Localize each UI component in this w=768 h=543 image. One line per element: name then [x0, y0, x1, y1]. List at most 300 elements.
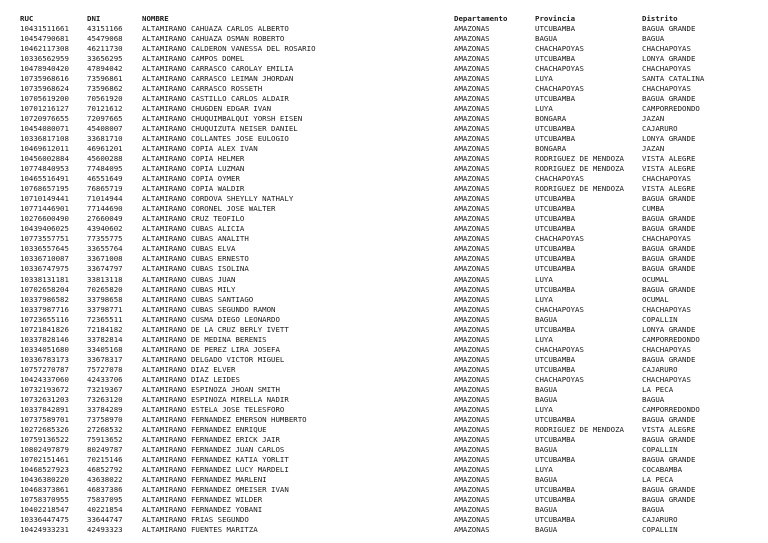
cell-distrito: VISTA ALEGRE: [642, 184, 696, 194]
cell-nombre: ALTAMIRANO CARRASCO CAROLAY EMILIA: [142, 64, 294, 74]
cell-dni: 46961201: [87, 144, 123, 154]
cell-distrito: BAGUA GRANDE: [642, 284, 696, 294]
cell-departamento: AMAZONAS: [454, 24, 490, 33]
cell-distrito: BAGUA GRANDE: [642, 264, 696, 274]
cell-departamento: AMAZONAS: [454, 284, 490, 294]
table-row: [0, 84, 768, 94]
cell-departamento: AMAZONAS: [454, 414, 490, 424]
cell-nombre: ALTAMIRANO CARRASCO ROSSETH: [142, 84, 263, 94]
cell-ruc: 10462117308: [20, 44, 69, 54]
table-row: [0, 254, 768, 264]
cell-dni: 40221854: [87, 504, 123, 514]
cell-dni: 72365511: [87, 314, 123, 324]
table-row: [0, 44, 768, 54]
cell-ruc: 10759136522: [20, 434, 69, 444]
cell-nombre: ALTAMIRANO FUENTES MARITZA: [142, 525, 258, 534]
cell-ruc: 10735968624: [20, 84, 69, 94]
cell-nombre: ALTAMIRANO FERNANDEZ KATIA YORLIT: [142, 454, 289, 464]
cell-dni: 73758970: [87, 414, 123, 424]
cell-dni: 75837095: [87, 494, 123, 504]
cell-departamento: AMAZONAS: [454, 494, 490, 504]
cell-provincia: BONGARA: [535, 144, 567, 154]
cell-nombre: ALTAMIRANO CARRASCO LEIMAN JHORDAN: [142, 74, 294, 84]
table-row: [0, 275, 768, 285]
cell-provincia: UTCUBAMBA: [535, 284, 576, 294]
cell-provincia: LUYA: [535, 104, 553, 114]
cell-distrito: OCUMAL: [642, 274, 669, 284]
cell-provincia: CHACHAPOYAS: [535, 374, 584, 384]
cell-dni: 45600288: [87, 154, 123, 164]
cell-provincia: LUYA: [535, 74, 553, 84]
cell-provincia: UTCUBAMBA: [535, 264, 576, 274]
cell-ruc: 10773557751: [20, 234, 69, 244]
cell-departamento: AMAZONAS: [454, 454, 490, 464]
cell-provincia: RODRIGUEZ DE MENDOZA: [535, 184, 624, 194]
cell-provincia: UTCUBAMBA: [535, 214, 576, 224]
cell-ruc: 10272685326: [20, 424, 69, 434]
cell-dni: 73219367: [87, 384, 123, 394]
header-distrito: Distrito: [642, 14, 678, 23]
cell-distrito: BAGUA: [642, 34, 665, 44]
cell-distrito: CAJARURO: [642, 364, 678, 374]
cell-ruc: 10469612011: [20, 144, 69, 154]
cell-provincia: CHACHAPOYAS: [535, 234, 584, 244]
cell-nombre: ALTAMIRANO COPIA LUZMAN: [142, 164, 245, 174]
cell-nombre: ALTAMIRANO CAHUAZA CARLOS ALBERTO: [142, 24, 289, 33]
table-row: [0, 385, 768, 395]
cell-ruc: 10701216127: [20, 104, 69, 114]
cell-nombre: ALTAMIRANO FERNANDEZ JUAN CARLOS: [142, 444, 285, 454]
cell-distrito: LA PECA: [642, 384, 674, 394]
cell-dni: 45408007: [87, 124, 123, 134]
table-row: [0, 515, 768, 525]
table-row: [0, 395, 768, 405]
cell-provincia: LUYA: [535, 464, 553, 474]
cell-departamento: AMAZONAS: [454, 264, 490, 274]
cell-ruc: 10336557645: [20, 244, 69, 254]
cell-nombre: ALTAMIRANO CUBAS MILY: [142, 284, 236, 294]
cell-dni: 33405168: [87, 344, 123, 354]
table-row: [0, 445, 768, 455]
cell-distrito: COPALLIN: [642, 525, 678, 534]
cell-distrito: CAMPORREDONDO: [642, 404, 700, 414]
cell-provincia: UTCUBAMBA: [535, 134, 576, 144]
cell-distrito: LONYA GRANDE: [642, 134, 696, 144]
cell-distrito: BAGUA GRANDE: [642, 94, 696, 104]
cell-nombre: ALTAMIRANO ESTELA JOSE TELESFORO: [142, 404, 285, 414]
cell-provincia: UTCUBAMBA: [535, 514, 576, 524]
cell-distrito: BAGUA GRANDE: [642, 254, 696, 264]
cell-dni: 33671008: [87, 254, 123, 264]
cell-ruc: 10439406025: [20, 224, 69, 234]
cell-provincia: UTCUBAMBA: [535, 484, 576, 494]
table-row: [0, 455, 768, 465]
cell-distrito: VISTA ALEGRE: [642, 424, 696, 434]
cell-provincia: UTCUBAMBA: [535, 434, 576, 444]
cell-provincia: BAGUA: [535, 444, 558, 454]
cell-provincia: CHACHAPOYAS: [535, 84, 584, 94]
cell-dni: 33678317: [87, 354, 123, 364]
table-row: [0, 224, 768, 234]
cell-dni: 72184182: [87, 324, 123, 334]
table-row: [0, 94, 768, 104]
cell-provincia: UTCUBAMBA: [535, 124, 576, 134]
cell-ruc: 10336783173: [20, 354, 69, 364]
cell-nombre: ALTAMIRANO CUBAS ERNESTO: [142, 254, 249, 264]
table-row: [0, 54, 768, 64]
table-row: [0, 164, 768, 174]
cell-ruc: 10468373861: [20, 484, 69, 494]
cell-ruc: 10802497879: [20, 444, 69, 454]
cell-distrito: BAGUA: [642, 394, 665, 404]
cell-distrito: CHACHAPOYAS: [642, 374, 691, 384]
cell-provincia: CHACHAPOYAS: [535, 44, 584, 54]
cell-dni: 46852792: [87, 464, 123, 474]
cell-dni: 27660049: [87, 214, 123, 224]
cell-nombre: ALTAMIRANO CUBAS SANTIAGO: [142, 294, 254, 304]
cell-ruc: 10337987716: [20, 304, 69, 314]
cell-provincia: CHACHAPOYAS: [535, 64, 584, 74]
cell-nombre: ALTAMIRANO DIAZ ELVER: [142, 364, 236, 374]
cell-dni: 77144690: [87, 204, 123, 214]
cell-distrito: VISTA ALEGRE: [642, 164, 696, 174]
cell-distrito: CHACHAPOYAS: [642, 64, 691, 74]
cell-departamento: AMAZONAS: [454, 364, 490, 374]
cell-distrito: CHACHAPOYAS: [642, 234, 691, 244]
cell-nombre: ALTAMIRANO CHUQUIZUTA NEISER DANIEL: [142, 124, 298, 134]
cell-departamento: AMAZONAS: [454, 274, 490, 284]
table-row: [0, 104, 768, 114]
table-row: [0, 365, 768, 375]
cell-provincia: UTCUBAMBA: [535, 244, 576, 254]
cell-departamento: AMAZONAS: [454, 124, 490, 134]
cell-departamento: AMAZONAS: [454, 164, 490, 174]
cell-dni: 73263120: [87, 394, 123, 404]
cell-nombre: ALTAMIRANO COPIA ALEX IVAN: [142, 144, 258, 154]
cell-ruc: 10337842891: [20, 404, 69, 414]
cell-ruc: 10758370955: [20, 494, 69, 504]
table-row: [0, 495, 768, 505]
cell-provincia: BONGARA: [535, 114, 567, 124]
cell-provincia: UTCUBAMBA: [535, 194, 576, 204]
cell-provincia: UTCUBAMBA: [535, 364, 576, 374]
table-row: [0, 285, 768, 295]
cell-provincia: BAGUA: [535, 504, 558, 514]
cell-ruc: 10732631203: [20, 394, 69, 404]
cell-provincia: CHACHAPOYAS: [535, 304, 584, 314]
cell-dni: 33644747: [87, 514, 123, 524]
table-row: [0, 114, 768, 124]
cell-nombre: ALTAMIRANO CUBAS JUAN: [142, 274, 236, 284]
cell-nombre: ALTAMIRANO COPIA HELMER: [142, 154, 245, 164]
cell-dni: 42493323: [87, 525, 123, 534]
cell-nombre: ALTAMIRANO COPIA WALDIR: [142, 184, 245, 194]
cell-dni: 46211730: [87, 44, 123, 54]
table-row: [0, 475, 768, 485]
cell-departamento: AMAZONAS: [454, 525, 490, 534]
table-row: [0, 525, 768, 535]
cell-distrito: CAMPORREDONDO: [642, 334, 700, 344]
cell-ruc: 10723655116: [20, 314, 69, 324]
cell-departamento: AMAZONAS: [454, 424, 490, 434]
cell-departamento: AMAZONAS: [454, 344, 490, 354]
cell-distrito: CAMPORREDONDO: [642, 104, 700, 114]
cell-dni: 76865719: [87, 184, 123, 194]
cell-distrito: COPALLIN: [642, 444, 678, 454]
cell-nombre: ALTAMIRANO CASTILLO CARLOS ALDAIR: [142, 94, 289, 104]
cell-nombre: ALTAMIRANO CHUQUIMBALQUI YORSH EISEN: [142, 114, 303, 124]
cell-nombre: ALTAMIRANO COLLANTES JOSE EULOGIO: [142, 134, 289, 144]
cell-distrito: JAZAN: [642, 144, 665, 154]
cell-nombre: ALTAMIRANO CORONEL JOSE WALTER: [142, 204, 276, 214]
cell-dni: 33813118: [87, 274, 123, 284]
cell-nombre: ALTAMIRANO CUBAS ISOLINA: [142, 264, 249, 274]
cell-dni: 33656295: [87, 54, 123, 64]
cell-provincia: UTCUBAMBA: [535, 354, 576, 364]
cell-departamento: AMAZONAS: [454, 144, 490, 154]
cell-provincia: UTCUBAMBA: [535, 324, 576, 334]
cell-ruc: 10732193672: [20, 384, 69, 394]
cell-ruc: 10735968616: [20, 74, 69, 84]
table-row: [0, 234, 768, 244]
table-row: [0, 485, 768, 495]
cell-nombre: ALTAMIRANO CALDERON VANESSA DEL ROSARIO: [142, 44, 316, 54]
cell-distrito: BAGUA GRANDE: [642, 434, 696, 444]
cell-dni: 70265820: [87, 284, 123, 294]
cell-ruc: 10468527923: [20, 464, 69, 474]
cell-departamento: AMAZONAS: [454, 304, 490, 314]
cell-nombre: ALTAMIRANO DELGADO VICTOR MIGUEL: [142, 354, 285, 364]
cell-distrito: LONYA GRANDE: [642, 54, 696, 64]
table-row: [0, 375, 768, 385]
cell-ruc: 10436380220: [20, 474, 69, 484]
cell-provincia: BAGUA: [535, 384, 558, 394]
cell-departamento: AMAZONAS: [454, 134, 490, 144]
cell-distrito: BAGUA GRANDE: [642, 354, 696, 364]
cell-dni: 46837386: [87, 484, 123, 494]
table-row: [0, 315, 768, 325]
cell-ruc: 10705619200: [20, 94, 69, 104]
cell-dni: 43151166: [87, 24, 123, 33]
cell-departamento: AMAZONAS: [454, 374, 490, 384]
cell-departamento: AMAZONAS: [454, 384, 490, 394]
cell-nombre: ALTAMIRANO CORDOVA SHEYLLY NATHALY: [142, 194, 294, 204]
cell-provincia: BAGUA: [535, 34, 558, 44]
table-row: [0, 415, 768, 425]
cell-dni: 80249787: [87, 444, 123, 454]
cell-ruc: 10336447475: [20, 514, 69, 524]
cell-ruc: 10338131181: [20, 274, 69, 284]
cell-dni: 70215146: [87, 454, 123, 464]
cell-ruc: 10336817108: [20, 134, 69, 144]
cell-departamento: AMAZONAS: [454, 254, 490, 264]
header-nombre: NOMBRE: [142, 14, 169, 23]
cell-dni: 70121612: [87, 104, 123, 114]
cell-departamento: AMAZONAS: [454, 404, 490, 414]
cell-departamento: AMAZONAS: [454, 354, 490, 364]
cell-departamento: AMAZONAS: [454, 114, 490, 124]
cell-nombre: ALTAMIRANO ESPINOZA MIRELLA NADIR: [142, 394, 289, 404]
cell-provincia: CHACHAPOYAS: [535, 344, 584, 354]
cell-nombre: ALTAMIRANO FERNANDEZ YOBANI: [142, 504, 263, 514]
table-row: [0, 144, 768, 154]
table-row: [0, 124, 768, 134]
cell-departamento: AMAZONAS: [454, 54, 490, 64]
cell-provincia: UTCUBAMBA: [535, 204, 576, 214]
cell-departamento: AMAZONAS: [454, 504, 490, 514]
cell-departamento: AMAZONAS: [454, 484, 490, 494]
cell-provincia: RODRIGUEZ DE MENDOZA: [535, 424, 624, 434]
cell-distrito: CHACHAPOYAS: [642, 304, 691, 314]
table-row: [0, 505, 768, 515]
cell-dni: 33681710: [87, 134, 123, 144]
cell-distrito: CHACHAPOYAS: [642, 84, 691, 94]
cell-distrito: LA PECA: [642, 474, 674, 484]
cell-nombre: ALTAMIRANO CHUGDEN EDGAR IVAN: [142, 104, 272, 114]
cell-ruc: 10702151461: [20, 454, 69, 464]
cell-dni: 75727078: [87, 364, 123, 374]
cell-distrito: BAGUA GRANDE: [642, 484, 696, 494]
cell-nombre: ALTAMIRANO DE PEREZ LIRA JOSEFA: [142, 344, 280, 354]
cell-provincia: UTCUBAMBA: [535, 254, 576, 264]
table-row: [0, 184, 768, 194]
table-row: [0, 74, 768, 84]
cell-ruc: 10431511661: [20, 24, 69, 33]
table-row: [0, 244, 768, 254]
cell-dni: 72097665: [87, 114, 123, 124]
header-dni: DNI: [87, 14, 101, 23]
table-row: [0, 34, 768, 44]
cell-provincia: UTCUBAMBA: [535, 414, 576, 424]
cell-ruc: 10771446901: [20, 204, 69, 214]
cell-nombre: ALTAMIRANO CAMPOS DOMEL: [142, 54, 245, 64]
cell-distrito: COCABAMBA: [642, 464, 683, 474]
cell-departamento: AMAZONAS: [454, 444, 490, 454]
cell-departamento: AMAZONAS: [454, 224, 490, 234]
cell-dni: 33782814: [87, 334, 123, 344]
cell-provincia: UTCUBAMBA: [535, 454, 576, 464]
cell-provincia: RODRIGUEZ DE MENDOZA: [535, 154, 624, 164]
cell-departamento: AMAZONAS: [454, 334, 490, 344]
cell-dni: 33655764: [87, 244, 123, 254]
cell-departamento: AMAZONAS: [454, 204, 490, 214]
cell-nombre: ALTAMIRANO CAHUAZA OSMAN ROBERTO: [142, 34, 285, 44]
cell-dni: 42433706: [87, 374, 123, 384]
cell-distrito: COPALLIN: [642, 314, 678, 324]
cell-departamento: AMAZONAS: [454, 194, 490, 204]
cell-distrito: BAGUA GRANDE: [642, 24, 696, 33]
cell-provincia: LUYA: [535, 404, 553, 414]
cell-provincia: BAGUA: [535, 394, 558, 404]
cell-ruc: 10402218547: [20, 504, 69, 514]
cell-provincia: BAGUA: [535, 474, 558, 484]
cell-dni: 73596861: [87, 74, 123, 84]
cell-dni: 77484095: [87, 164, 123, 174]
cell-departamento: AMAZONAS: [454, 324, 490, 334]
cell-dni: 46551649: [87, 174, 123, 184]
header-ruc: RUC: [20, 14, 34, 23]
cell-nombre: ALTAMIRANO DE LA CRUZ BERLY IVETT: [142, 324, 289, 334]
cell-distrito: BAGUA GRANDE: [642, 454, 696, 464]
cell-departamento: AMAZONAS: [454, 94, 490, 104]
cell-nombre: ALTAMIRANO DIAZ LEIDES: [142, 374, 240, 384]
cell-ruc: 10757270787: [20, 364, 69, 374]
cell-nombre: ALTAMIRANO FERNANDEZ ERICK JAIR: [142, 434, 280, 444]
table-row: [0, 194, 768, 204]
cell-ruc: 10337828146: [20, 334, 69, 344]
cell-dni: 45479068: [87, 34, 123, 44]
cell-ruc: 10276600490: [20, 214, 69, 224]
table-row: [0, 355, 768, 365]
cell-nombre: ALTAMIRANO FRIAS SEGUNDO: [142, 514, 249, 524]
cell-provincia: RODRIGUEZ DE MENDOZA: [535, 164, 624, 174]
cell-distrito: BAGUA GRANDE: [642, 214, 696, 224]
cell-provincia: LUYA: [535, 334, 553, 344]
cell-nombre: ALTAMIRANO FERNANDEZ OMEISER IVAN: [142, 484, 289, 494]
cell-distrito: SANTA CATALINA: [642, 74, 705, 84]
cell-distrito: CAJARURO: [642, 514, 678, 524]
cell-distrito: BAGUA GRANDE: [642, 414, 696, 424]
cell-departamento: AMAZONAS: [454, 34, 490, 44]
cell-distrito: JAZAN: [642, 114, 665, 124]
cell-ruc: 10424933231: [20, 525, 69, 534]
cell-ruc: 10454790681: [20, 34, 69, 44]
cell-provincia: CHACHAPOYAS: [535, 174, 584, 184]
cell-dni: 33674797: [87, 264, 123, 274]
cell-distrito: VISTA ALEGRE: [642, 154, 696, 164]
table-row: [0, 174, 768, 184]
cell-ruc: 10774840953: [20, 164, 69, 174]
cell-ruc: 10720976655: [20, 114, 69, 124]
cell-dni: 71014944: [87, 194, 123, 204]
cell-nombre: ALTAMIRANO ESPINOZA JHOAN SMITH: [142, 384, 280, 394]
header-departamento: Departamento: [454, 14, 508, 23]
cell-nombre: ALTAMIRANO COPIA OYMER: [142, 174, 240, 184]
cell-ruc: 10465516491: [20, 174, 69, 184]
cell-nombre: ALTAMIRANO FERNANDEZ EMERSON HUMBERTO: [142, 414, 307, 424]
cell-departamento: AMAZONAS: [454, 434, 490, 444]
cell-departamento: AMAZONAS: [454, 394, 490, 404]
cell-nombre: ALTAMIRANO CUBAS ALICIA: [142, 224, 245, 234]
cell-distrito: CUMBA: [642, 204, 665, 214]
cell-departamento: AMAZONAS: [454, 184, 490, 194]
cell-nombre: ALTAMIRANO CUBAS SEGUNDO RAMON: [142, 304, 276, 314]
cell-dni: 75913652: [87, 434, 123, 444]
cell-ruc: 10710149441: [20, 194, 69, 204]
table-row: [0, 204, 768, 214]
cell-dni: 73596862: [87, 84, 123, 94]
cell-dni: 33784289: [87, 404, 123, 414]
table-row: [0, 335, 768, 345]
cell-departamento: AMAZONAS: [454, 234, 490, 244]
cell-distrito: BAGUA: [642, 504, 665, 514]
cell-nombre: ALTAMIRANO FERNANDEZ LUCY MARDELI: [142, 464, 289, 474]
header-provincia: Provincia: [535, 14, 576, 23]
table-row: [0, 24, 768, 34]
cell-dni: 43638022: [87, 474, 123, 484]
cell-distrito: OCUMAL: [642, 294, 669, 304]
cell-nombre: ALTAMIRANO FERNANDEZ WILDER: [142, 494, 263, 504]
cell-nombre: ALTAMIRANO FERNANDEZ MARLENI: [142, 474, 267, 484]
cell-nombre: ALTAMIRANO CRUZ TEOFILO: [142, 214, 245, 224]
table-row: [0, 465, 768, 475]
cell-ruc: 10768657195: [20, 184, 69, 194]
cell-ruc: 10337986582: [20, 294, 69, 304]
cell-ruc: 10336562959: [20, 54, 69, 64]
table-row: [0, 134, 768, 144]
cell-departamento: AMAZONAS: [454, 154, 490, 164]
cell-distrito: BAGUA GRANDE: [642, 494, 696, 504]
